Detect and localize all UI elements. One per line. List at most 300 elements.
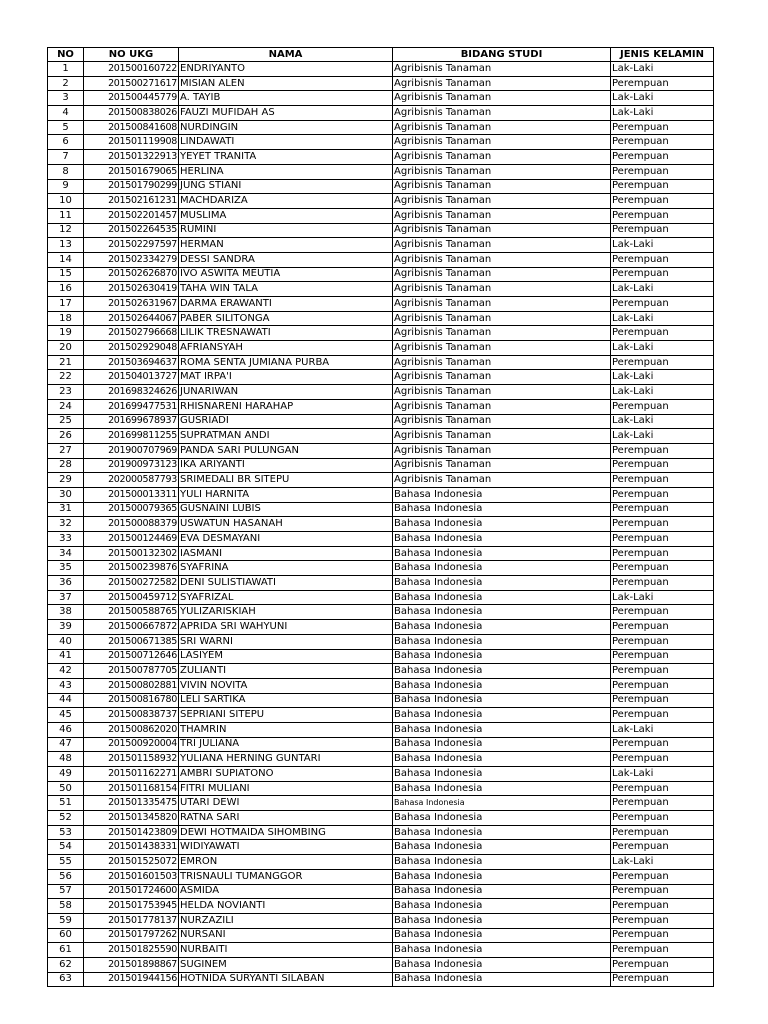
cell-no-ukg: 201500787705 — [84, 664, 179, 679]
cell-nama: USWATUN HASANAH — [179, 517, 393, 532]
cell-jenis-kelamin: Perempuan — [611, 473, 714, 488]
table-row — [48, 767, 714, 782]
cell-no: 12 — [48, 223, 84, 238]
table-row — [48, 708, 714, 723]
cell-nama: HERLINA — [179, 164, 393, 179]
cell-bidang-studi: Agribisnis Tanaman — [393, 355, 611, 370]
cell-jenis-kelamin: Perempuan — [611, 752, 714, 767]
cell-no-ukg: 201699678937 — [84, 414, 179, 429]
table-row — [48, 546, 714, 561]
table-row — [48, 385, 714, 400]
cell-bidang-studi: Bahasa Indonesia — [393, 913, 611, 928]
cell-jenis-kelamin: Perempuan — [611, 576, 714, 591]
table-row — [48, 678, 714, 693]
cell-no: 31 — [48, 502, 84, 517]
cell-nama: PABER SILITONGA — [179, 311, 393, 326]
cell-no-ukg: 201501944156 — [84, 972, 179, 987]
table-row — [48, 458, 714, 473]
cell-no: 19 — [48, 326, 84, 341]
table-header-row — [48, 48, 714, 62]
cell-no-ukg: 201501825590 — [84, 943, 179, 958]
cell-bidang-studi: Bahasa Indonesia — [393, 796, 611, 811]
cell-nama: NURSANI — [179, 928, 393, 943]
cell-no-ukg: 201500816780 — [84, 693, 179, 708]
table-row — [48, 532, 714, 547]
cell-jenis-kelamin: Perempuan — [611, 120, 714, 135]
cell-jenis-kelamin: Lak-Laki — [611, 855, 714, 870]
cell-jenis-kelamin: Perempuan — [611, 737, 714, 752]
table-row — [48, 267, 714, 282]
cell-no-ukg: 201502297597 — [84, 238, 179, 253]
cell-no: 9 — [48, 179, 84, 194]
table-row — [48, 649, 714, 664]
cell-no: 52 — [48, 811, 84, 826]
cell-bidang-studi: Bahasa Indonesia — [393, 767, 611, 782]
cell-nama: MUSLIMA — [179, 208, 393, 223]
cell-nama: EVA DESMAYANI — [179, 532, 393, 547]
cell-bidang-studi: Agribisnis Tanaman — [393, 223, 611, 238]
cell-jenis-kelamin: Perempuan — [611, 869, 714, 884]
table-row — [48, 796, 714, 811]
cell-bidang-studi: Bahasa Indonesia — [393, 605, 611, 620]
cell-bidang-studi: Agribisnis Tanaman — [393, 120, 611, 135]
table-row — [48, 150, 714, 165]
cell-nama: A. TAYIB — [179, 91, 393, 106]
cell-no-ukg: 201502626870 — [84, 267, 179, 282]
table-row — [48, 487, 714, 502]
table-row — [48, 252, 714, 267]
cell-bidang-studi: Bahasa Indonesia — [393, 590, 611, 605]
cell-jenis-kelamin: Lak-Laki — [611, 370, 714, 385]
table-row — [48, 590, 714, 605]
cell-no-ukg: 201500079365 — [84, 502, 179, 517]
cell-nama: ENDRIYANTO — [179, 62, 393, 77]
cell-bidang-studi: Bahasa Indonesia — [393, 561, 611, 576]
cell-bidang-studi: Bahasa Indonesia — [393, 928, 611, 943]
cell-bidang-studi: Bahasa Indonesia — [393, 517, 611, 532]
cell-no: 59 — [48, 913, 84, 928]
cell-no-ukg: 201500160722 — [84, 62, 179, 77]
table-row — [48, 399, 714, 414]
table-body — [48, 62, 714, 987]
table-row — [48, 943, 714, 958]
cell-no-ukg: 201501345820 — [84, 811, 179, 826]
cell-jenis-kelamin: Lak-Laki — [611, 62, 714, 77]
table-row — [48, 752, 714, 767]
cell-nama: YULI HARNITA — [179, 487, 393, 502]
cell-nama: HELDA NOVIANTI — [179, 899, 393, 914]
cell-no-ukg: 201502334279 — [84, 252, 179, 267]
cell-no-ukg: 201500920004 — [84, 737, 179, 752]
cell-no: 25 — [48, 414, 84, 429]
cell-bidang-studi: Bahasa Indonesia — [393, 737, 611, 752]
cell-nama: JUNARIWAN — [179, 385, 393, 400]
cell-no: 61 — [48, 943, 84, 958]
cell-bidang-studi: Agribisnis Tanaman — [393, 282, 611, 297]
cell-no-ukg: 201502929048 — [84, 341, 179, 356]
cell-no: 38 — [48, 605, 84, 620]
cell-bidang-studi: Bahasa Indonesia — [393, 722, 611, 737]
cell-nama: SYAFRIZAL — [179, 590, 393, 605]
cell-jenis-kelamin: Perempuan — [611, 913, 714, 928]
cell-no-ukg: 201501601503 — [84, 869, 179, 884]
cell-bidang-studi: Bahasa Indonesia — [393, 752, 611, 767]
cell-nama: YULIZARISKIAH — [179, 605, 393, 620]
cell-bidang-studi: Bahasa Indonesia — [393, 693, 611, 708]
cell-no: 20 — [48, 341, 84, 356]
table-row — [48, 223, 714, 238]
table-row — [48, 957, 714, 972]
table-row — [48, 120, 714, 135]
cell-jenis-kelamin: Perempuan — [611, 899, 714, 914]
cell-bidang-studi: Agribisnis Tanaman — [393, 311, 611, 326]
table-row — [48, 208, 714, 223]
cell-no-ukg: 201501724600 — [84, 884, 179, 899]
cell-bidang-studi: Bahasa Indonesia — [393, 487, 611, 502]
cell-jenis-kelamin: Perempuan — [611, 517, 714, 532]
cell-nama: RHISNARENI HARAHAP — [179, 399, 393, 414]
cell-bidang-studi: Agribisnis Tanaman — [393, 91, 611, 106]
cell-no-ukg: 201502631967 — [84, 297, 179, 312]
cell-nama: ROMA SENTA JUMIANA PURBA — [179, 355, 393, 370]
cell-bidang-studi: Bahasa Indonesia — [393, 546, 611, 561]
cell-no: 58 — [48, 899, 84, 914]
cell-no: 10 — [48, 194, 84, 209]
table-row — [48, 620, 714, 635]
table-row — [48, 282, 714, 297]
cell-jenis-kelamin: Perempuan — [611, 943, 714, 958]
table-row — [48, 76, 714, 91]
cell-bidang-studi: Agribisnis Tanaman — [393, 106, 611, 121]
cell-no-ukg: 202000587793 — [84, 473, 179, 488]
cell-jenis-kelamin: Perempuan — [611, 825, 714, 840]
cell-no: 7 — [48, 150, 84, 165]
cell-no: 35 — [48, 561, 84, 576]
cell-nama: NURBAITI — [179, 943, 393, 958]
cell-bidang-studi: Agribisnis Tanaman — [393, 179, 611, 194]
table-row — [48, 517, 714, 532]
cell-no: 44 — [48, 693, 84, 708]
cell-no: 53 — [48, 825, 84, 840]
cell-jenis-kelamin: Lak-Laki — [611, 341, 714, 356]
cell-jenis-kelamin: Perempuan — [611, 164, 714, 179]
cell-bidang-studi: Bahasa Indonesia — [393, 899, 611, 914]
cell-no: 60 — [48, 928, 84, 943]
table-row — [48, 913, 714, 928]
cell-bidang-studi: Bahasa Indonesia — [393, 664, 611, 679]
table-row — [48, 972, 714, 987]
cell-nama: HOTNIDA SURYANTI SILABAN — [179, 972, 393, 987]
cell-bidang-studi: Agribisnis Tanaman — [393, 208, 611, 223]
cell-no: 34 — [48, 546, 84, 561]
cell-bidang-studi: Agribisnis Tanaman — [393, 297, 611, 312]
table-row — [48, 238, 714, 253]
cell-nama: RATNA SARI — [179, 811, 393, 826]
cell-no-ukg: 201500445779 — [84, 91, 179, 106]
cell-no-ukg: 201501423809 — [84, 825, 179, 840]
cell-jenis-kelamin: Perempuan — [611, 708, 714, 723]
cell-no-ukg: 201501778137 — [84, 913, 179, 928]
cell-no: 26 — [48, 429, 84, 444]
cell-no: 17 — [48, 297, 84, 312]
cell-no-ukg: 201501162271 — [84, 767, 179, 782]
cell-bidang-studi: Agribisnis Tanaman — [393, 385, 611, 400]
cell-jenis-kelamin: Perempuan — [611, 135, 714, 150]
cell-no: 55 — [48, 855, 84, 870]
cell-no: 6 — [48, 135, 84, 150]
cell-no: 13 — [48, 238, 84, 253]
cell-no: 4 — [48, 106, 84, 121]
cell-nama: LINDAWATI — [179, 135, 393, 150]
cell-nama: NURZAZILI — [179, 913, 393, 928]
table-row — [48, 722, 714, 737]
cell-no-ukg: 201500671385 — [84, 634, 179, 649]
cell-no: 54 — [48, 840, 84, 855]
cell-nama: GUSRIADI — [179, 414, 393, 429]
cell-bidang-studi: Bahasa Indonesia — [393, 855, 611, 870]
cell-nama: VIVIN NOVITA — [179, 678, 393, 693]
cell-nama: MISIAN ALEN — [179, 76, 393, 91]
table-row — [48, 825, 714, 840]
cell-bidang-studi: Agribisnis Tanaman — [393, 164, 611, 179]
cell-jenis-kelamin: Perempuan — [611, 532, 714, 547]
cell-no-ukg: 201502161231 — [84, 194, 179, 209]
cell-no-ukg: 201504013727 — [84, 370, 179, 385]
cell-no-ukg: 201500712646 — [84, 649, 179, 664]
table-row — [48, 576, 714, 591]
cell-no: 27 — [48, 443, 84, 458]
table-row — [48, 326, 714, 341]
cell-no-ukg: 201502630419 — [84, 282, 179, 297]
cell-nama: AMBRI SUPIATONO — [179, 767, 393, 782]
table-row — [48, 781, 714, 796]
cell-bidang-studi: Agribisnis Tanaman — [393, 370, 611, 385]
cell-nama: IKA ARIYANTI — [179, 458, 393, 473]
cell-nama: WIDIYAWATI — [179, 840, 393, 855]
cell-nama: TRISNAULI TUMANGGOR — [179, 869, 393, 884]
cell-nama: MAT IRPA'I — [179, 370, 393, 385]
cell-jenis-kelamin: Perempuan — [611, 957, 714, 972]
cell-bidang-studi: Bahasa Indonesia — [393, 972, 611, 987]
cell-bidang-studi: Agribisnis Tanaman — [393, 341, 611, 356]
cell-no: 14 — [48, 252, 84, 267]
cell-nama: SYAFRINA — [179, 561, 393, 576]
cell-nama: EMRON — [179, 855, 393, 870]
cell-nama: DENI SULISTIAWATI — [179, 576, 393, 591]
cell-nama: TRI JULIANA — [179, 737, 393, 752]
table-row — [48, 634, 714, 649]
cell-no: 5 — [48, 120, 84, 135]
cell-no-ukg: 201500124469 — [84, 532, 179, 547]
cell-bidang-studi: Agribisnis Tanaman — [393, 326, 611, 341]
cell-no: 30 — [48, 487, 84, 502]
cell-jenis-kelamin: Perempuan — [611, 326, 714, 341]
cell-no: 18 — [48, 311, 84, 326]
cell-nama: MACHDARIZA — [179, 194, 393, 209]
cell-jenis-kelamin: Perempuan — [611, 972, 714, 987]
cell-nama: SEPRIANI SITEPU — [179, 708, 393, 723]
cell-nama: TAHA WIN TALA — [179, 282, 393, 297]
cell-no: 28 — [48, 458, 84, 473]
cell-nama: ZULIANTI — [179, 664, 393, 679]
cell-nama: FITRI MULIANI — [179, 781, 393, 796]
cell-no: 1 — [48, 62, 84, 77]
header-no-ukg: NO UKG — [84, 48, 179, 62]
cell-no-ukg: 201500088379 — [84, 517, 179, 532]
header-jenis-kelamin: JENIS KELAMIN — [611, 48, 714, 62]
cell-bidang-studi: Bahasa Indonesia — [393, 884, 611, 899]
cell-nama: SUGINEM — [179, 957, 393, 972]
cell-jenis-kelamin: Perempuan — [611, 179, 714, 194]
cell-no: 36 — [48, 576, 84, 591]
cell-bidang-studi: Bahasa Indonesia — [393, 781, 611, 796]
table-row — [48, 91, 714, 106]
table-row — [48, 194, 714, 209]
cell-no: 2 — [48, 76, 84, 91]
cell-no-ukg: 201500802881 — [84, 678, 179, 693]
cell-no-ukg: 201500838026 — [84, 106, 179, 121]
header-no: NO — [48, 48, 84, 62]
cell-no: 16 — [48, 282, 84, 297]
cell-no-ukg: 201502201457 — [84, 208, 179, 223]
cell-bidang-studi: Agribisnis Tanaman — [393, 135, 611, 150]
cell-no-ukg: 201501525072 — [84, 855, 179, 870]
cell-jenis-kelamin: Perempuan — [611, 928, 714, 943]
cell-no-ukg: 201500862020 — [84, 722, 179, 737]
cell-jenis-kelamin: Perempuan — [611, 546, 714, 561]
cell-jenis-kelamin: Perempuan — [611, 781, 714, 796]
cell-bidang-studi: Agribisnis Tanaman — [393, 62, 611, 77]
cell-jenis-kelamin: Perempuan — [611, 840, 714, 855]
table-row — [48, 355, 714, 370]
cell-bidang-studi: Bahasa Indonesia — [393, 532, 611, 547]
cell-nama: SRI WARNI — [179, 634, 393, 649]
cell-bidang-studi: Agribisnis Tanaman — [393, 267, 611, 282]
cell-jenis-kelamin: Perempuan — [611, 620, 714, 635]
table-row — [48, 443, 714, 458]
table-row — [48, 884, 714, 899]
cell-jenis-kelamin: Perempuan — [611, 605, 714, 620]
cell-bidang-studi: Agribisnis Tanaman — [393, 429, 611, 444]
cell-jenis-kelamin: Perempuan — [611, 502, 714, 517]
table-row — [48, 106, 714, 121]
cell-jenis-kelamin: Lak-Laki — [611, 414, 714, 429]
table-row — [48, 693, 714, 708]
cell-jenis-kelamin: Perempuan — [611, 664, 714, 679]
cell-no-ukg: 201501168154 — [84, 781, 179, 796]
cell-bidang-studi: Agribisnis Tanaman — [393, 252, 611, 267]
cell-jenis-kelamin: Perempuan — [611, 458, 714, 473]
table-row — [48, 341, 714, 356]
cell-no: 22 — [48, 370, 84, 385]
cell-jenis-kelamin: Perempuan — [611, 223, 714, 238]
cell-bidang-studi: Bahasa Indonesia — [393, 634, 611, 649]
cell-no-ukg: 201699811255 — [84, 429, 179, 444]
cell-nama: JUNG STIANI — [179, 179, 393, 194]
cell-no-ukg: 201503694637 — [84, 355, 179, 370]
cell-no: 62 — [48, 957, 84, 972]
cell-nama: IASMANI — [179, 546, 393, 561]
cell-no-ukg: 201501335475 — [84, 796, 179, 811]
cell-nama: YEYET TRANITA — [179, 150, 393, 165]
cell-jenis-kelamin: Perempuan — [611, 884, 714, 899]
cell-no-ukg: 201502264535 — [84, 223, 179, 238]
cell-nama: LASIYEM — [179, 649, 393, 664]
table-row — [48, 869, 714, 884]
cell-no-ukg: 201500272582 — [84, 576, 179, 591]
cell-jenis-kelamin: Perempuan — [611, 649, 714, 664]
cell-no-ukg: 201501797262 — [84, 928, 179, 943]
cell-jenis-kelamin: Perempuan — [611, 355, 714, 370]
cell-no-ukg: 201500841608 — [84, 120, 179, 135]
cell-bidang-studi: Bahasa Indonesia — [393, 649, 611, 664]
cell-jenis-kelamin: Lak-Laki — [611, 238, 714, 253]
cell-jenis-kelamin: Perempuan — [611, 796, 714, 811]
cell-no-ukg: 201500013311 — [84, 487, 179, 502]
cell-nama: YULIANA HERNING GUNTARI — [179, 752, 393, 767]
cell-no-ukg: 201500588765 — [84, 605, 179, 620]
cell-bidang-studi: Agribisnis Tanaman — [393, 238, 611, 253]
cell-bidang-studi: Agribisnis Tanaman — [393, 150, 611, 165]
cell-no: 21 — [48, 355, 84, 370]
cell-bidang-studi: Bahasa Indonesia — [393, 840, 611, 855]
cell-no-ukg: 201501790299 — [84, 179, 179, 194]
table-row — [48, 928, 714, 943]
cell-no-ukg: 201501438331 — [84, 840, 179, 855]
cell-no: 41 — [48, 649, 84, 664]
cell-nama: THAMRIN — [179, 722, 393, 737]
cell-jenis-kelamin: Lak-Laki — [611, 311, 714, 326]
cell-no: 23 — [48, 385, 84, 400]
cell-bidang-studi: Bahasa Indonesia — [393, 825, 611, 840]
cell-no: 50 — [48, 781, 84, 796]
cell-jenis-kelamin: Lak-Laki — [611, 91, 714, 106]
table-row — [48, 840, 714, 855]
cell-nama: RUMINI — [179, 223, 393, 238]
cell-nama: ASMIDA — [179, 884, 393, 899]
cell-no-ukg: 201698324626 — [84, 385, 179, 400]
cell-no: 3 — [48, 91, 84, 106]
teacher-data-table — [47, 47, 714, 987]
cell-jenis-kelamin: Perempuan — [611, 208, 714, 223]
cell-no: 39 — [48, 620, 84, 635]
cell-no-ukg: 201500459712 — [84, 590, 179, 605]
cell-no: 32 — [48, 517, 84, 532]
cell-no-ukg: 201500132302 — [84, 546, 179, 561]
cell-no-ukg: 201699477531 — [84, 399, 179, 414]
cell-nama: NURDINGIN — [179, 120, 393, 135]
table-row — [48, 179, 714, 194]
cell-no: 51 — [48, 796, 84, 811]
cell-jenis-kelamin: Perempuan — [611, 297, 714, 312]
cell-jenis-kelamin: Perempuan — [611, 678, 714, 693]
cell-no: 8 — [48, 164, 84, 179]
cell-nama: LELI SARTIKA — [179, 693, 393, 708]
cell-nama: SUPRATMAN ANDI — [179, 429, 393, 444]
cell-no: 24 — [48, 399, 84, 414]
cell-no: 57 — [48, 884, 84, 899]
table-row — [48, 502, 714, 517]
cell-bidang-studi: Bahasa Indonesia — [393, 943, 611, 958]
cell-jenis-kelamin: Lak-Laki — [611, 590, 714, 605]
cell-bidang-studi: Agribisnis Tanaman — [393, 473, 611, 488]
cell-bidang-studi: Agribisnis Tanaman — [393, 194, 611, 209]
cell-nama: SRIMEDALI BR SITEPU — [179, 473, 393, 488]
cell-no-ukg: 201900707969 — [84, 443, 179, 458]
cell-jenis-kelamin: Perempuan — [611, 150, 714, 165]
cell-no: 29 — [48, 473, 84, 488]
cell-bidang-studi: Agribisnis Tanaman — [393, 414, 611, 429]
